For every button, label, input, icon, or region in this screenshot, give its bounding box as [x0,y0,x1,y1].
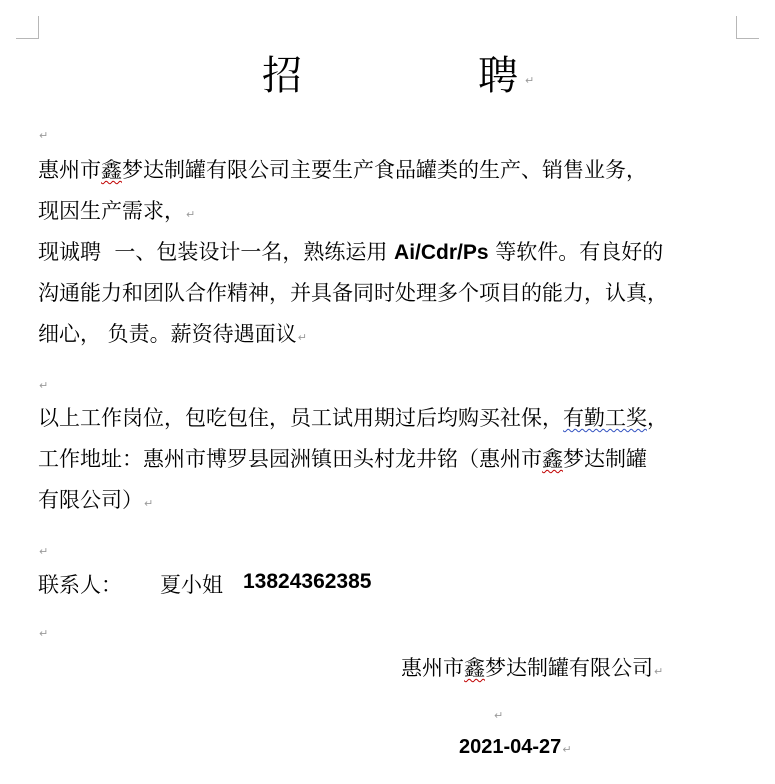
text-run: 惠州市 [38,158,101,182]
text-run: 工作地址：惠州市博罗县园洲镇田头村龙井铭（惠州市 [38,447,542,471]
empty-paragraph [38,618,48,642]
empty-paragraph [38,370,48,394]
spellcheck-text: 鑫 [542,447,563,471]
empty-paragraph [38,120,48,144]
crop-mark-top-left [16,16,39,39]
spellcheck-text: 鑫 [464,656,485,680]
signature-company [401,652,663,682]
signature-date [459,736,572,759]
paragraph-mark-icon: ↵ [39,545,49,558]
intro-line-1 [38,154,647,184]
benefits-line-2 [38,443,647,473]
text-run: 现诚聘 一、包装设计一名，熟练运用 [38,240,395,264]
paragraph-mark-icon: ↵ [186,208,196,221]
job-line-1 [38,236,663,266]
paragraph-mark-icon: ↵ [525,74,535,87]
job-line-3 [38,318,307,348]
paragraph-mark-icon: ↵ [144,497,154,510]
paragraph-mark-icon: ↵ [494,709,504,722]
empty-paragraph [38,536,48,560]
contact-label: 联系人： [38,573,122,597]
benefits-line-1 [38,402,668,432]
empty-paragraph [493,700,503,724]
paragraph-mark-icon: ↵ [654,665,664,678]
contact-phone: 13824362385 [243,570,372,593]
title-char-2: 聘 [478,53,518,99]
text-run: 以上工作岗位，包吃包住，员工试用期过后均购买社保， [38,406,563,430]
text-run: 有限公司） [38,488,143,512]
crop-mark-top-right [736,16,759,39]
text-run: 现因生产需求， [38,199,185,223]
paragraph-mark-icon: ↵ [562,743,572,756]
contact-line [38,569,372,599]
document-title [0,44,775,99]
paragraph-mark-icon: ↵ [297,331,307,344]
text-run: 细心， 负责。薪资待遇面议 [38,322,297,346]
text-run: 梦达制罐有限公司主要生产食品罐类的生产、销售业务， [122,158,647,182]
paragraph-mark-icon: ↵ [39,129,49,142]
job-line-2 [38,277,668,307]
contact-name: 夏小姐 [160,573,223,597]
text-run: ， [647,406,668,430]
spellcheck-text: 鑫 [101,158,122,182]
grammar-check-text: 有勤工奖 [563,406,647,430]
paragraph-mark-icon: ↵ [39,379,49,392]
text-run: 梦达制罐有限公司 [485,656,653,680]
intro-line-2 [38,195,195,225]
date-text: 2021-04-27 [459,736,562,758]
text-run: 沟通能力和团队合作精神，并具备同时处理多个项目的能力，认真， [38,281,668,305]
title-char-1: 招 [262,53,302,99]
software-list: Ai/Cdr/Ps [394,241,489,264]
text-run: 惠州市 [401,656,464,680]
text-run: 等软件。有良好的 [488,240,664,264]
paragraph-mark-icon: ↵ [39,627,49,640]
text-run: 梦达制罐 [563,447,647,471]
benefits-line-3 [38,484,153,514]
